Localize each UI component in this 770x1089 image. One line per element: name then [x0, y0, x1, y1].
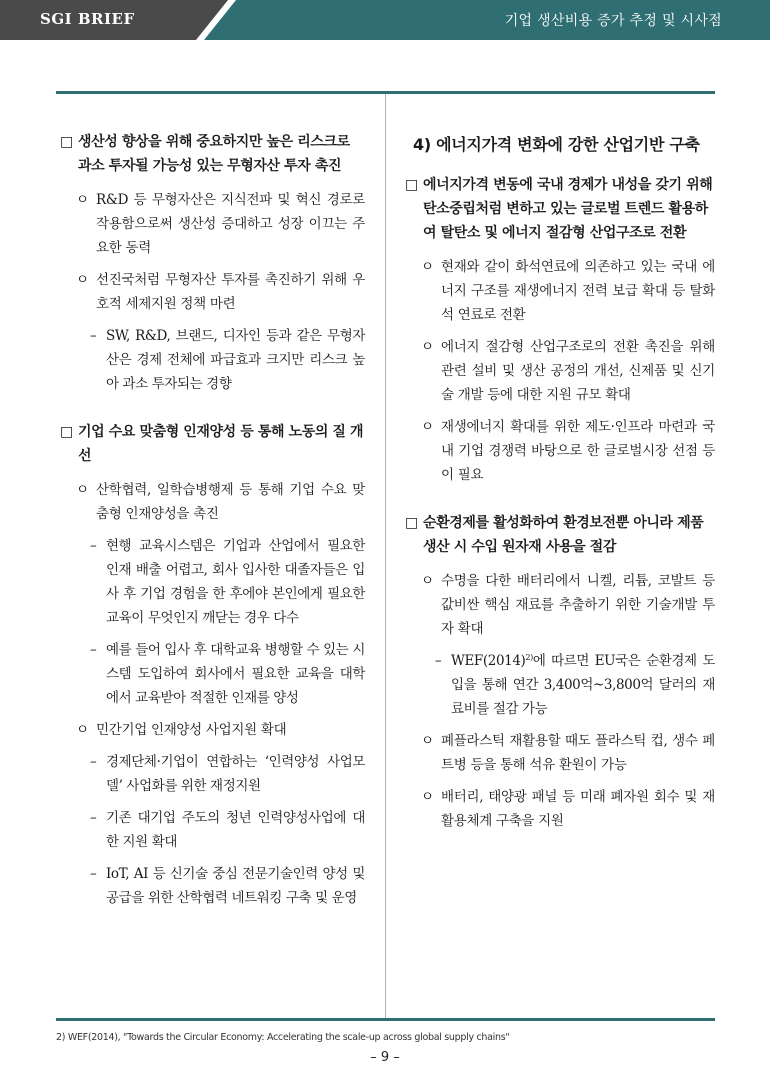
section-heading: □ 기업 수요 맞춤형 인재양성 등 통해 노동의 질 개선 [60, 420, 365, 468]
circle-bullet-icon: ㅇ [76, 722, 89, 738]
circle-bullet-icon: ㅇ [421, 339, 434, 355]
bullet-item: ㅇ 선진국처럼 무형자산 투자를 촉진하기 위해 우호적 세제지원 정책 마련 [60, 268, 365, 316]
circle-bullet-icon: ㅇ [421, 419, 434, 435]
bullet-item: ㅇ 수명을 다한 배터리에서 니켈, 리튬, 코발트 등 값비싼 핵심 재료를 추출하기 위한 기술개발 투자 확대 [405, 569, 715, 641]
dash-bullet-icon: – [90, 328, 97, 344]
dash-item: – $WEF(2014)^{2)}$에 따르면 EU국은 순환경제 도입을 통해 연간 3,400억~3,800억 달러의 재료비를 절감 가능 [405, 649, 715, 721]
subsection-title: 4) 에너지가격 변화에 강한 산업기반 구축 [413, 135, 700, 154]
circle-bullet-icon: ㅇ [76, 272, 89, 288]
dash-item: – 경제단체·기업이 연합하는 ‘인력양성 사업모델’ 사업화를 위한 재정지원 [60, 750, 365, 798]
bullet-item: ㅇ R&D 등 무형자산은 지식전파 및 혁신 경로로 작용함으로써 생산성 증대하고 성장 이끄는 주요한 동력 [60, 188, 365, 260]
footnote-ref[interactable]: 2) [525, 653, 533, 662]
circle-bullet-icon: ㅇ [421, 259, 434, 275]
left-column [60, 130, 365, 918]
bullet-item: ㅇ 현재와 같이 화석연료에 의존하고 있는 국내 에너지 구조를 재생에너지 전력 보급 확대 등 탈화석 연료로 전환 [405, 255, 715, 327]
bullet-item: ㅇ 민간기업 인재양성 사업지원 확대 [60, 718, 365, 742]
column-divider [385, 94, 386, 1018]
dash-bullet-icon: – [90, 810, 97, 826]
bullet-item: ㅇ 재생에너지 확대를 위한 제도·인프라 마련과 국내 기업 경쟁력 바탕으로 한 글로벌시장 선점 등이 필요 [405, 415, 715, 487]
dash-item: – SW, R&D, 브랜드, 디자인 등과 같은 무형자산은 경제 전체에 파급효과 크지만 리스크 높아 과소 투자되는 경향 [60, 324, 365, 396]
bullet-item: ㅇ 에너지 절감형 산업구조로의 전환 촉진을 위해 관련 설비 및 생산 공정의 개선, 신제품 및 신기술 개발 등에 대한 지원 규모 확대 [405, 335, 715, 407]
dash-bullet-icon: – [90, 866, 97, 882]
circle-bullet-icon: ㅇ [421, 789, 434, 805]
section-heading: □ 에너지가격 변동에 국내 경제가 내성을 갖기 위해 탄소중립처럼 변하고 있는 글로벌 트렌드 활용하여 탈탄소 및 에너지 절감형 산업구조로 전환 [405, 173, 715, 245]
dash-item: – 현행 교육시스템은 기업과 산업에서 필요한 인재 배출 어렵고, 회사 입사한 대졸자들은 입사 후 기업 경험을 한 후에야 본인에게 필요한 교육이 무엇인지 깨닫는 경우 다수 [60, 534, 365, 630]
page-number: – 9 – [370, 1050, 400, 1065]
page-header [0, 0, 770, 40]
circle-bullet-icon: ㅇ [76, 482, 89, 498]
dash-bullet-icon: – [90, 642, 97, 658]
dash-item: – 예를 들어 입사 후 대학교육 병행할 수 있는 시스템 도입하여 회사에서 필요한 교육을 대학에서 교육받아 적절한 인재를 양성 [60, 638, 365, 710]
dash-item: – 기존 대기업 주도의 청년 인력양성사업에 대한 지원 확대 [60, 806, 365, 854]
bullet-item: ㅇ 폐플라스틱 재활용할 때도 플라스틱 컵, 생수 페트병 등을 통해 석유 환원이 가능 [405, 729, 715, 777]
brand-label: SGI BRIEF [40, 10, 135, 28]
circle-bullet-icon: ㅇ [421, 573, 434, 589]
square-bullet-icon: □ [60, 424, 73, 440]
circle-bullet-icon: ㅇ [421, 733, 434, 749]
square-bullet-icon: □ [405, 177, 418, 193]
dash-bullet-icon: – [435, 653, 442, 669]
bottom-divider [56, 1018, 715, 1021]
footnote: 2) WEF(2014), "Towards the Circular Economy: Accelerating the scale-up across global supply chains" [56, 1032, 510, 1043]
right-column [405, 130, 715, 841]
section-heading: □ 순환경제를 활성화하여 환경보전뿐 아니라 제품 생산 시 수입 원자재 사용을 절감 [405, 511, 715, 559]
square-bullet-icon: □ [60, 134, 73, 150]
bullet-item: ㅇ 산학협력, 일학습병행제 등 통해 기업 수요 맞춤형 인재양성을 촉진 [60, 478, 365, 526]
square-bullet-icon: □ [405, 515, 418, 531]
dash-item: – IoT, AI 등 신기술 중심 전문기술인력 양성 및 공급을 위한 산학협력 네트워킹 구축 및 운영 [60, 862, 365, 910]
circle-bullet-icon: ㅇ [76, 192, 89, 208]
dash-bullet-icon: – [90, 754, 97, 770]
dash-bullet-icon: – [90, 538, 97, 554]
document-title: 기업 생산비용 증가 추정 및 시사점 [504, 13, 722, 29]
bullet-item: ㅇ 배터리, 태양광 패널 등 미래 폐자원 회수 및 재활용체계 구축을 지원 [405, 785, 715, 833]
section-heading: □ 생산성 향상을 위해 중요하지만 높은 리스크로 과소 투자될 가능성 있는 무형자산 투자 촉진 [60, 130, 365, 178]
